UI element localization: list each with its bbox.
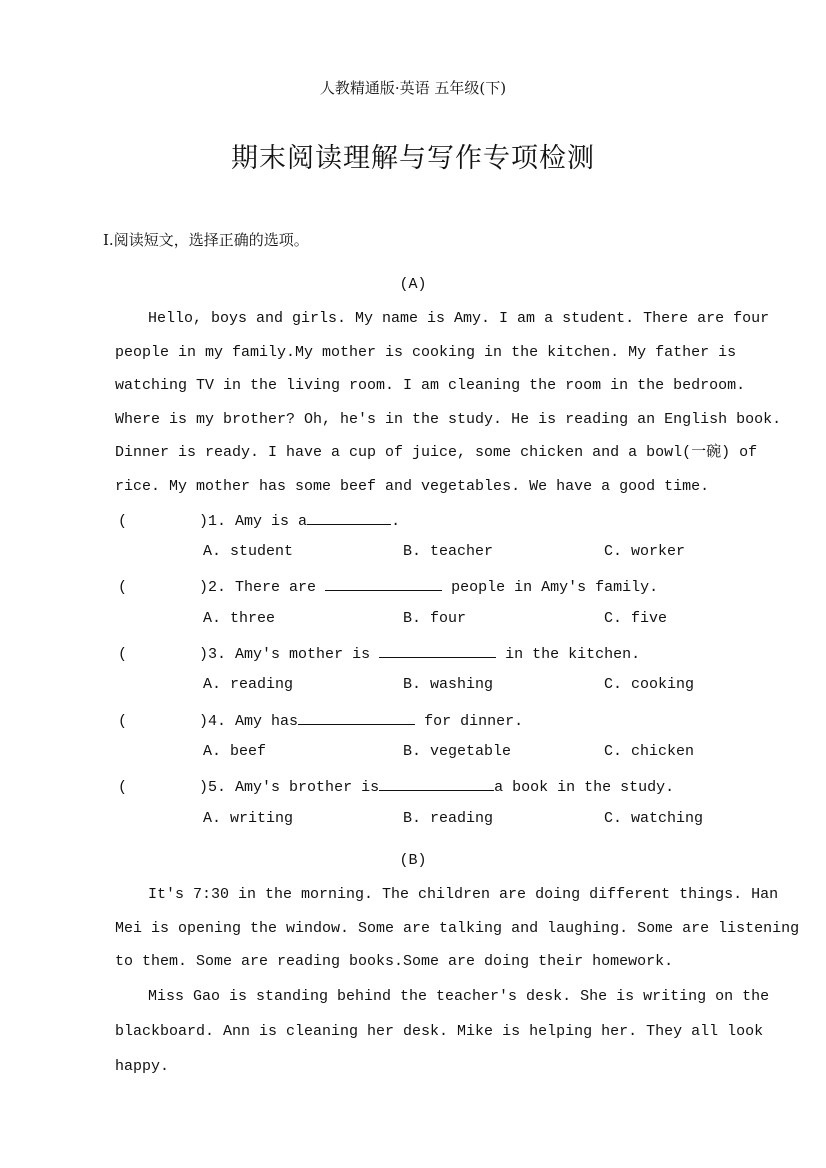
answer-blank — [379, 643, 496, 658]
option-a[interactable]: A. writing — [203, 810, 294, 827]
answer-blank — [307, 510, 391, 525]
answer-blank — [325, 576, 442, 591]
option-c[interactable]: C. chicken — [604, 743, 695, 760]
answer-paren[interactable]: ( ) — [118, 646, 209, 663]
option-b[interactable]: B. reading — [403, 810, 494, 827]
passage-line: Where is my brother? Oh, he's in the study. He is reading an English book. — [115, 410, 782, 428]
section-heading: Ⅰ.阅读短文，选择正确的选项。 — [103, 231, 309, 249]
option-c[interactable]: C. cooking — [604, 676, 695, 693]
passage-line: It's 7:30 in the morning. The children are doing different things. Han — [148, 886, 779, 903]
option-b[interactable]: B. four — [403, 610, 467, 627]
passage-line: people in my family.My mother is cooking in the kitchen. My father is — [115, 343, 737, 361]
passage-b-paragraph-1 — [115, 878, 800, 979]
passage-line: Hello, boys and girls. My name is Amy. I am a student. There are four — [148, 310, 770, 327]
option-b[interactable]: B. washing — [403, 676, 494, 693]
page-header: 人教精通版·英语 五年级(下) — [319, 79, 507, 97]
option-c[interactable]: C. five — [604, 610, 668, 627]
passage-line: blackboard. Ann is cleaning her desk. Mike is helping her. They all look — [115, 1023, 764, 1040]
option-b[interactable]: B. vegetable — [403, 743, 512, 760]
passage-line: to them. Some are reading books.Some are doing their homework. — [115, 953, 674, 970]
passage-line: Dinner is ready. I have a cup of juice, some chicken and a bowl(一碗) of — [115, 444, 758, 461]
question-5: ( )5. Amy's brother is a book in the study. — [118, 776, 674, 796]
passage-line: watching TV in the living room. I am cleaning the room in the bedroom. — [115, 377, 746, 394]
option-a[interactable]: A. student — [203, 543, 294, 560]
option-a[interactable]: A. beef — [203, 743, 267, 760]
passage-a-label: (A) — [399, 276, 427, 293]
option-c[interactable]: C. watching — [604, 810, 704, 827]
answer-paren[interactable]: ( ) — [118, 779, 209, 796]
passage-line: Miss Gao is standing behind the teacher's desk. She is writing on the — [148, 988, 770, 1005]
question-3: ( )3. Amy's mother is in the kitchen. — [118, 643, 640, 663]
passage-line: happy. — [115, 1058, 170, 1075]
passage-b-paragraph-2 — [115, 979, 770, 1084]
option-b[interactable]: B. teacher — [403, 543, 494, 560]
passage-line: rice. My mother has some beef and vegetables. We have a good time. — [115, 477, 710, 495]
question-4: ( )4. Amy has for dinner. — [118, 710, 523, 730]
question-2: ( )2. There are people in Amy's family. — [118, 576, 658, 596]
question-1: ( )1. Amy is a . — [118, 510, 400, 530]
passage-line: Mei is opening the window. Some are talking and laughing. Some are listening — [115, 919, 800, 937]
passage-a — [115, 302, 782, 503]
answer-blank — [298, 710, 415, 725]
answer-paren[interactable]: ( ) — [118, 713, 209, 730]
answer-paren[interactable]: ( ) — [118, 513, 209, 530]
page-title: 期末阅读理解与写作专项检测 — [231, 143, 595, 174]
option-a[interactable]: A. reading — [203, 676, 294, 693]
option-a[interactable]: A. three — [203, 610, 276, 627]
answer-paren[interactable]: ( ) — [118, 579, 209, 596]
passage-b-label: (B) — [399, 852, 427, 869]
option-c[interactable]: C. worker — [604, 543, 686, 560]
answer-blank — [379, 776, 494, 791]
